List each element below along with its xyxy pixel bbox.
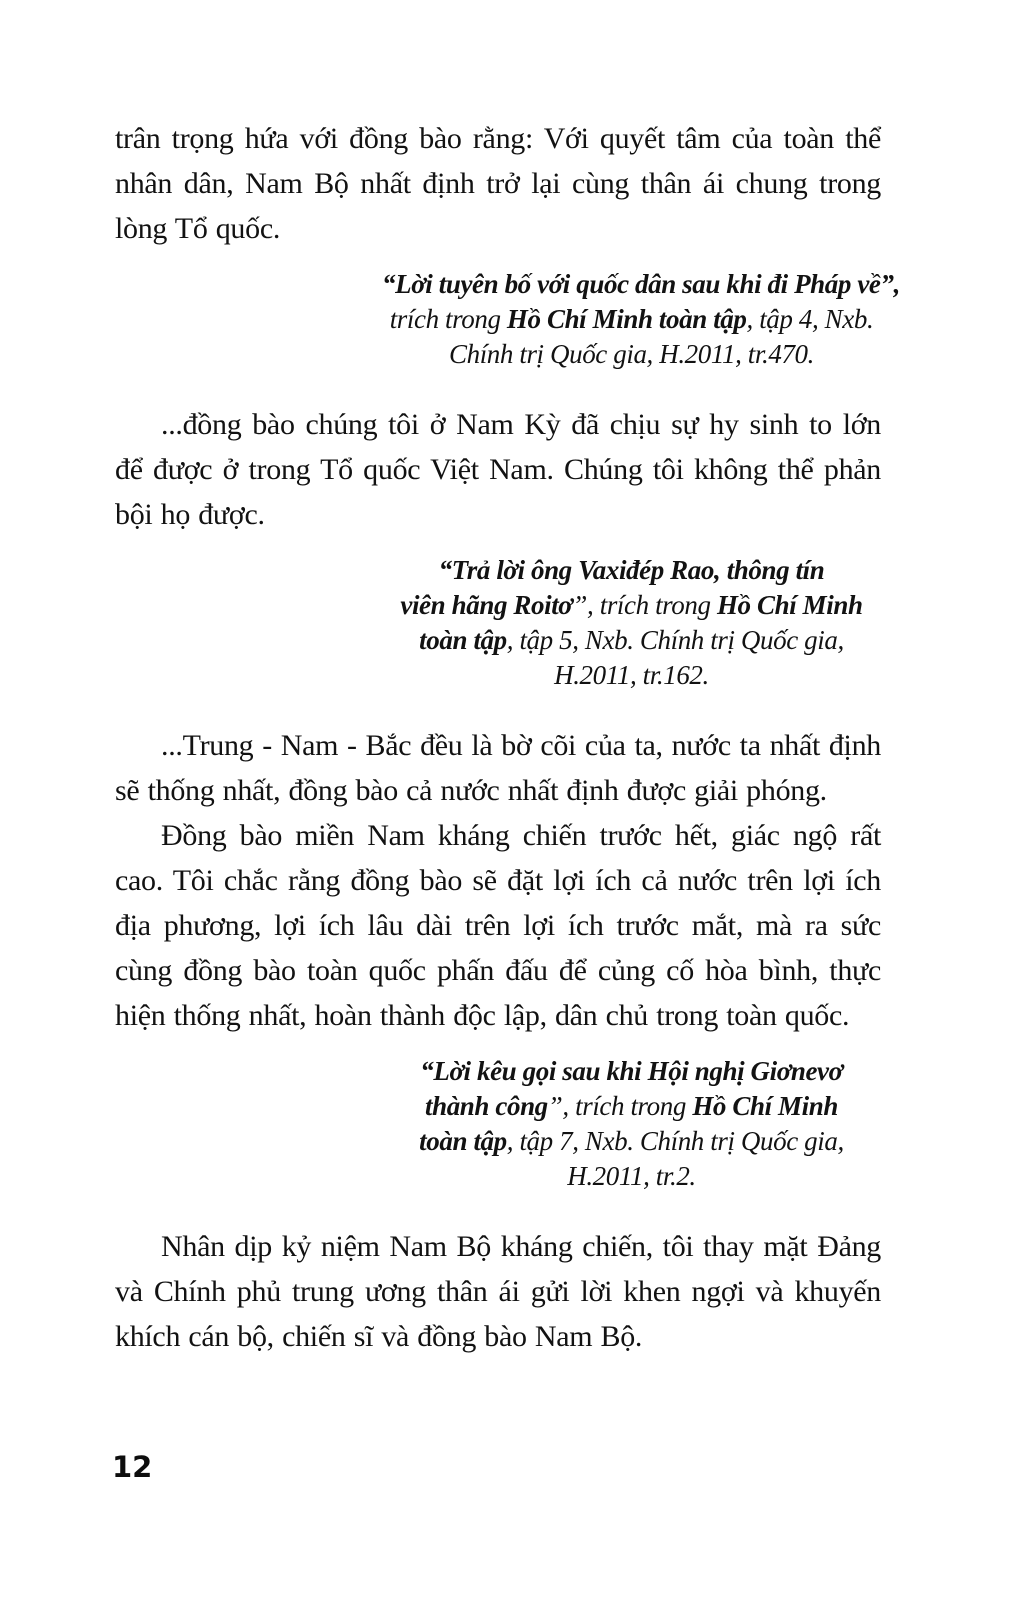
citation-work-title: Hồ Chí Minh [716,590,863,620]
body-paragraph-2: ...đồng bào chúng tôi ở Nam Kỳ đã chịu sự hy sinh to lớn để được ở trong Tổ quốc Việt Nam. Chúng tôi không thể phản bội họ được. [115,408,881,531]
citation-text: ”, trích trong [547,1091,693,1121]
citation-source-title: viên hãng Roitơ [400,590,573,620]
citation-block-1 [382,267,900,372]
citation-work-title: Hồ Chí Minh toàn tập [506,304,747,334]
page-number: 12 [112,1450,153,1484]
citation-source-title: “Trả lời ông Vaxiđép Rao, thông tín [438,555,825,585]
citation-line [382,1159,881,1194]
citation-text: Chính trị Quốc gia, H.2011, tr.470. [448,339,814,369]
citation-line [382,267,900,302]
citation-line [382,1089,881,1124]
citation-work-title: toàn tập [419,1126,507,1156]
citation-line [382,658,881,693]
citation-line [382,623,881,658]
citation-text: H.2011, tr.162. [554,660,709,690]
citation-line [382,553,881,588]
citation-source-title: thành công [424,1091,548,1121]
citation-line [382,337,881,372]
citation-text: ”, trích trong [572,590,717,620]
citation-block-2 [382,553,881,693]
citation-text: H.2011, tr.2. [567,1161,696,1191]
citation-source-title: “Lời tuyên bố với quốc dân sau khi đi Pháp về”, [382,269,900,299]
citation-line [382,302,881,337]
citation-text: , tập 7, Nxb. Chính trị Quốc gia, [506,1126,844,1156]
citation-text: , tập 5, Nxb. Chính trị Quốc gia, [506,625,844,655]
citation-line [382,1054,881,1089]
page-content [115,116,900,1359]
citation-line [382,1124,881,1159]
body-paragraph-3: ...Trung - Nam - Bắc đều là bờ cõi của ta, nước ta nhất định sẽ thống nhất, đồng bào cả nước nhất định được giải phóng. [115,729,881,807]
citation-line [382,588,881,623]
citation-text: , tập 4, Nxb. [746,304,874,334]
citation-text: trích trong [389,304,507,334]
citation-work-title: toàn tập [419,625,507,655]
citation-source-title: “Lời kêu gọi sau khi Hội nghị Giơnevơ [420,1056,843,1086]
body-paragraph-1: trân trọng hứa với đồng bào rằng: Với quyết tâm của toàn thể nhân dân, Nam Bộ nhất định trở lại cùng thân ái chung trong lòng Tổ quốc. [115,122,881,245]
citation-block-3 [382,1054,881,1194]
citation-work-title: Hồ Chí Minh [692,1091,838,1121]
body-paragraph-5: Nhân dịp kỷ niệm Nam Bộ kháng chiến, tôi thay mặt Đảng và Chính phủ trung ương thân ái gửi lời khen ngợi và khuyến khích cán bộ, chiến sĩ và đồng bào Nam Bộ. [115,1230,881,1353]
body-paragraph-4: Đồng bào miền Nam kháng chiến trước hết, giác ngộ rất cao. Tôi chắc rằng đồng bào sẽ đặt lợi ích cả nước trên lợi ích địa phương, lợi ích lâu dài trên lợi ích trước mắt, mà ra sức cùng đồng bào toàn quốc phấn đấu để củng cố hòa bình, thực hiện thống nhất, hoàn thành độc lập, dân chủ trong toàn quốc. [115,819,881,1032]
